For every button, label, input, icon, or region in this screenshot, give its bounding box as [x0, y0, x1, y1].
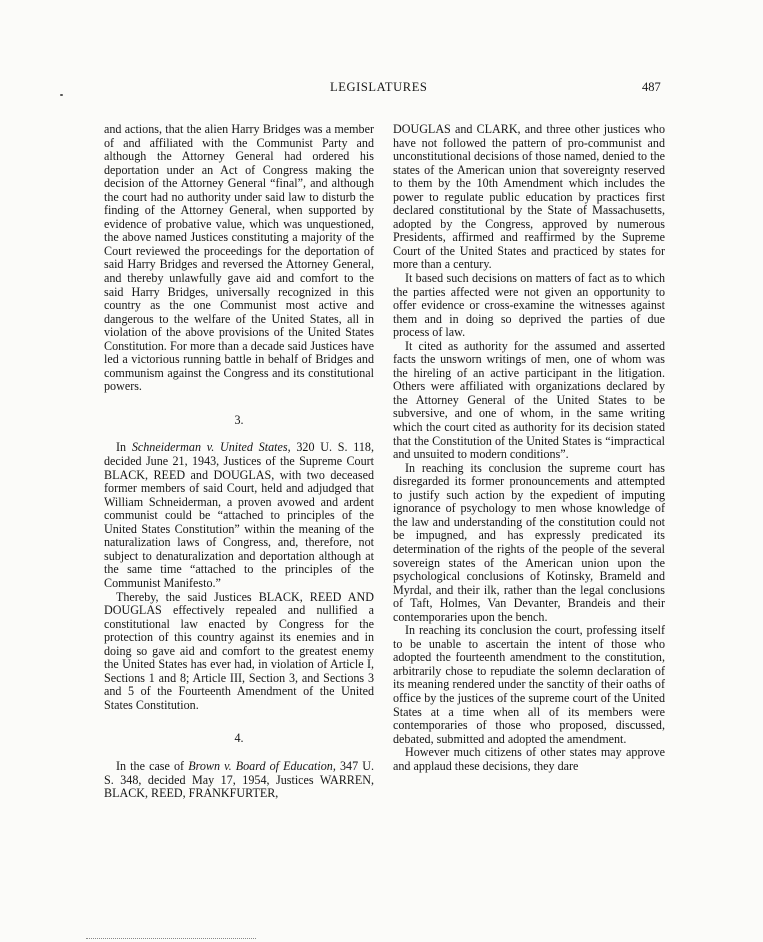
running-header: [0, 80, 763, 96]
paragraph: It cited as authority for the assumed and asserted facts the unsworn writings of men, one of whom was the hireling of an active participant in the litigation. Others were affiliated with organizations declared by the Attorney General of the United States to be subversive, and one of whom, in the same writing which the court cited as authority for its decision stated that the Constitution of the United States is “impractical and unsuited to modern conditions”.: [393, 338, 665, 462]
case-citation: Brown v. Board of Education,: [188, 758, 336, 773]
paragraph: In reaching its conclusion the supreme court has disregarded its former pronouncements and attempted to justify such action by the expedient of imputing ignorance of psychology to men whose knowledge of the law and understanding of the constitution could not be impugned, and has expressly predicated its determination of the rights of the people of the several sovereign states of the American union upon the psychological conclusions of Kotinsky, Brameld and Myrdal, and their ilk, rather than the legal conclusions of Taft, Holmes, Van Devanter, Brandeis and their contemporaries upon the bench.: [393, 460, 665, 624]
section-number: 4.: [234, 731, 244, 746]
page-number: 487: [642, 80, 661, 94]
scan-footer-mark: [86, 938, 256, 940]
text-run: In the case of: [116, 758, 189, 773]
paragraph: Thereby, the said Justices BLACK, REED AND DOUGLAS effectively repealed and nullified a constitutional law enacted by Congress for the protection of this country against its enemies and in doing so gave aid and comfort to the greatest enemy the United States has ever had, in violation of Article I, Sections 1 and 8; Article III, Section 3, and Sections 3 and 5 of the Fourteenth Amendment of the United States Constitution.: [104, 589, 374, 712]
text-run: In: [116, 440, 132, 455]
right-column: [393, 123, 665, 773]
running-title: LEGISLATURES: [330, 80, 428, 94]
paragraph: DOUGLAS and CLARK, and three other justices who have not followed the pattern of pro-communist and unconstitutional decisions of those named, denied to the states of the American union that sovereignty reserved to them by the 10th Amendment which includes the power to regulate public education by practices first declared constitutional by the State of Massachusetts, adopted by the Congress, approved by numerous Presidents, affirmed and reaffirmed by the Supreme Court of the United States and practiced by states for more than a century.: [393, 122, 665, 272]
paragraph: It based such decisions on matters of fact as to which the parties affected were not given an opportunity to offer evidence or cross-examine the witnesses against them and in doing so deprived the parties of due process of law.: [393, 271, 665, 340]
paragraph: [104, 441, 374, 590]
case-citation: Schneiderman v. United States,: [131, 440, 291, 455]
paragraph: and actions, that the alien Harry Bridges was a member of and affiliated with the Communist Party and although the Attorney General had ordered his deportation under an Act of Congress making the decision of the Attorney General “final”, and although the court had no authority under said law to disturb the finding of the Attorney General, when supported by evidence of probative value, which was unquestioned, the above named Justices constituting a majority of the Court reviewed the proceedings for the deportation of said Harry Bridges and reversed the Attorney General, and thereby unlawfully gave aid and comfort to the said Harry Bridges, universally recognized in this country as the one Communist most active and dangerous to the welfare of the United States, all in violation of the above provisions of the United States Constitution. For more than a decade said Justices have led a victorious running battle in behalf of Bridges and communism against the Congress and its constitutional powers.: [104, 122, 374, 394]
text-run: 347 U. S. 348, decided May 17, 1954, Justices WARREN, BLACK, REED, FRANKFURTER,: [104, 758, 374, 801]
left-column: [104, 123, 374, 801]
paragraph: In reaching its conclusion the court, professing itself to be unable to ascertain the intent of those who adopted the fourteenth amendment to the constitution, arbitrarily chose to repudiate the solemn declaration of its meaning rendered under the sanctity of their oaths of office by the justices of the supreme court of the United States at a time when all of its members were contemporaries of those who proposed, discussed, debated, submitted and adopted the amendment.: [393, 623, 665, 746]
section-number: 3.: [234, 412, 244, 427]
paragraph: However much citizens of other states may approve and applaud these decisions, they dare: [393, 745, 665, 773]
text-run: 320 U. S. 118, decided June 21, 1943, Justices of the Supreme Court BLACK, REED and DOUGLAS, with two deceased former members of said Court, held and adjudged that William Schneiderman, a proven avowed and ardent communist could be “attached to principles of the United States Constitution” within the meaning of the naturalization laws of Congress, and, therefore, not subject to denaturalization and deportation although at the same time “attached to the principles of the Communist Manifesto.”: [104, 440, 374, 590]
paragraph: [104, 760, 374, 801]
